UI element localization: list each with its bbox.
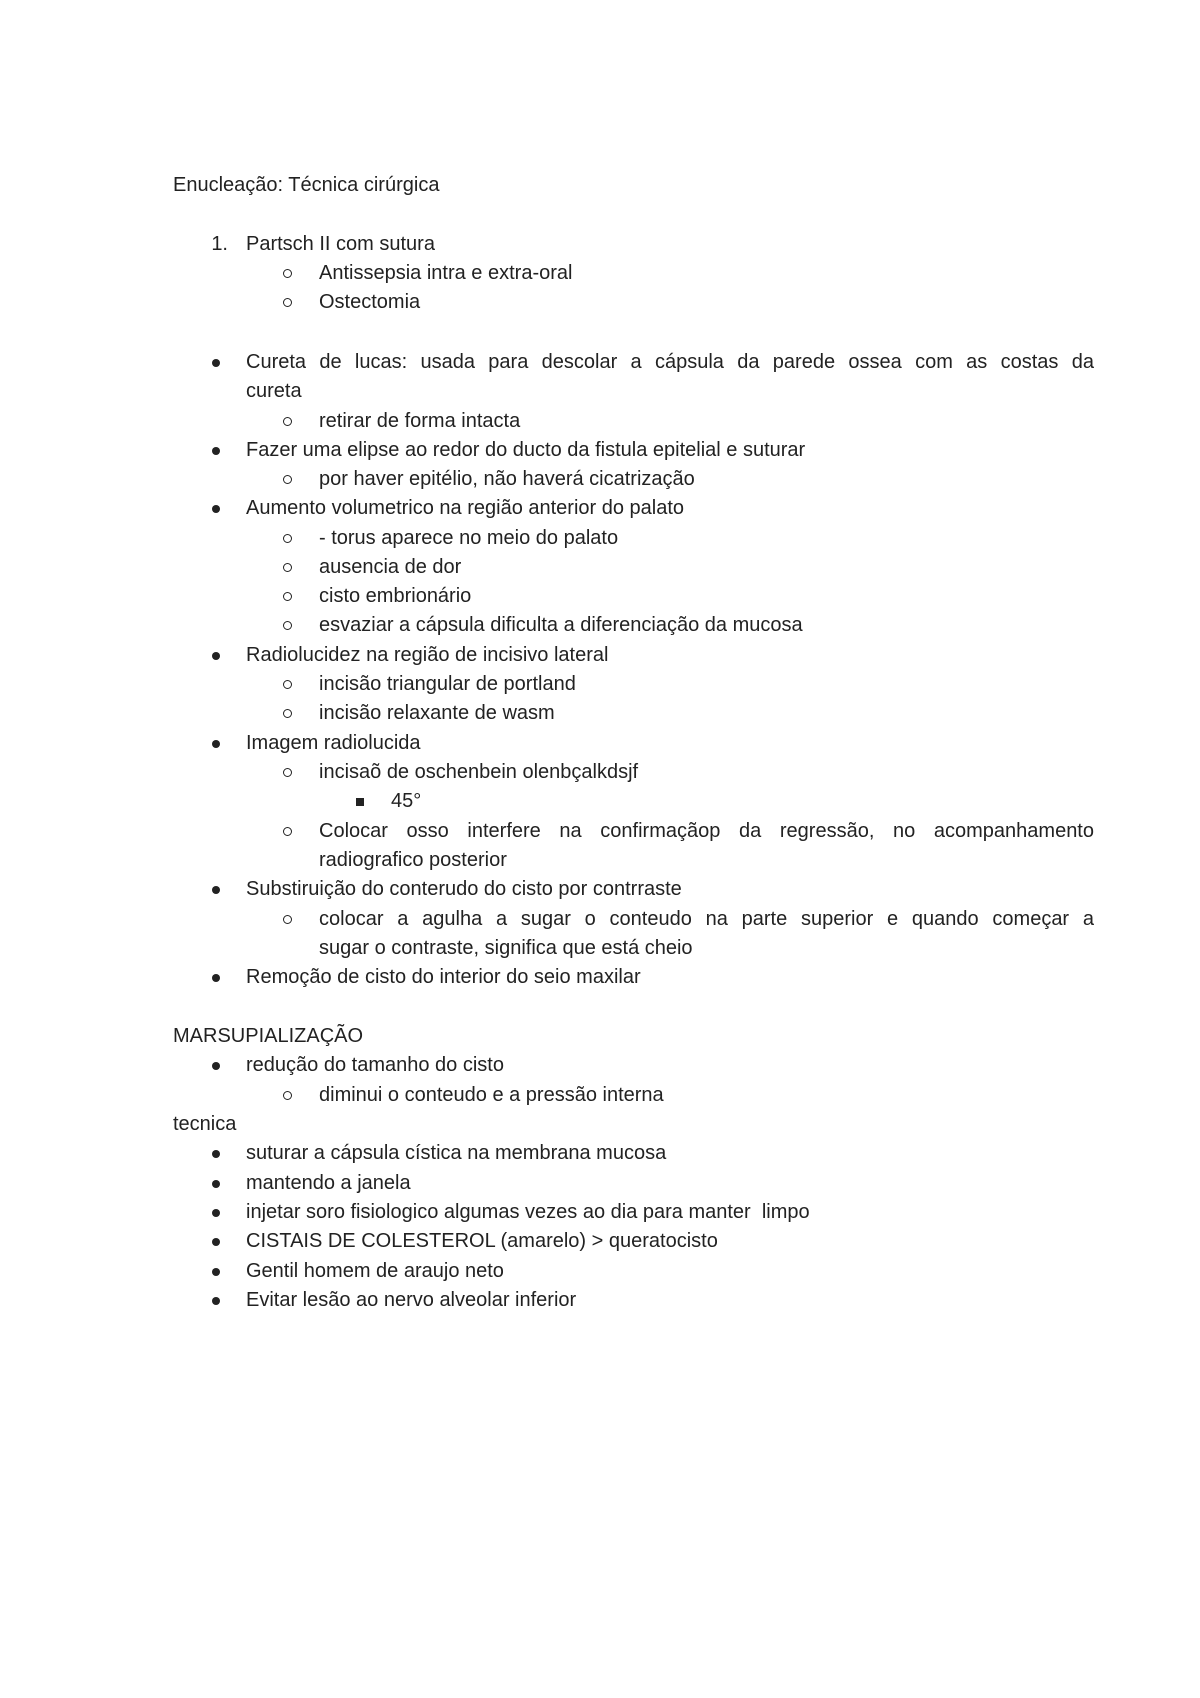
bullet-dot-icon (212, 974, 220, 982)
sub-item-text: incisão triangular de portland (319, 673, 576, 695)
sub-item-text: por haver epitélio, não haverá cicatrização (319, 468, 695, 490)
bullet-item-text: mantendo a janela (246, 1172, 411, 1194)
hollow-bullet-icon (283, 298, 292, 307)
sub-item-text: - torus aparece no meio do palato (319, 527, 619, 549)
sub-item-text: Ostectomia (319, 291, 421, 313)
hollow-bullet-icon (283, 915, 292, 924)
bullet-dot-icon (212, 652, 220, 660)
hollow-bullet-icon (283, 827, 292, 836)
bullet-item-text: Substiruição do conterudo do cisto por contrraste (246, 878, 682, 900)
bullet-dot-icon (212, 447, 220, 455)
sub-item-text: Colocar osso interfere na confirmaçãop da regressão, no acompanhamento (319, 820, 1094, 842)
sub-item-text: radiografico posterior (319, 849, 507, 871)
bullet-dot-icon (212, 886, 220, 894)
sub-item-text: cisto embrionário (319, 585, 472, 607)
hollow-bullet-icon (283, 563, 292, 572)
bullet-item-text: injetar soro fisiologico algumas vezes ao dia para manter limpo (246, 1201, 810, 1223)
bullet-dot-icon (212, 1209, 220, 1217)
hollow-bullet-icon (283, 768, 292, 777)
hollow-bullet-icon (283, 621, 292, 630)
hollow-bullet-icon (283, 269, 292, 278)
bullet-item-text: Evitar lesão ao nervo alveolar inferior (246, 1289, 577, 1311)
bullet-item-text: Aumento volumetrico na região anterior do palato (246, 497, 685, 519)
list-item-text: Partsch II com sutura (246, 233, 435, 255)
sub-item-text: retirar de forma intacta (319, 410, 521, 432)
bullet-item-text: Fazer uma elipse ao redor do ducto da fistula epitelial e suturar (246, 439, 806, 461)
bullet-item-text: Remoção de cisto do interior do seio maxilar (246, 966, 641, 988)
bullet-dot-icon (212, 1150, 220, 1158)
bullet-dot-icon (212, 359, 220, 367)
hollow-bullet-icon (283, 534, 292, 543)
sub-item-text: colocar a agulha a sugar o conteudo na parte superior e quando começar a (319, 908, 1094, 930)
bullet-item-text: Radiolucidez na região de incisivo lateral (246, 644, 609, 666)
bullet-dot-icon (212, 505, 220, 513)
square-bullet-icon (356, 798, 364, 806)
bullet-item-text: suturar a cápsula cística na membrana mucosa (246, 1142, 667, 1164)
bullet-item-text: Imagem radiolucida (246, 732, 421, 754)
sub-sub-item-text: 45° (391, 790, 422, 812)
hollow-bullet-icon (283, 475, 292, 484)
tecnica-label: tecnica (173, 1113, 237, 1135)
bullet-dot-icon (212, 1297, 220, 1305)
sub-item-text: ausencia de dor (319, 556, 462, 578)
sub-item-text: incisaõ de oschenbein olenbçalkdsjf (319, 761, 639, 783)
section-heading: MARSUPIALIZAÇÃO (173, 1025, 364, 1047)
bullet-item-text: redução do tamanho do cisto (246, 1054, 504, 1076)
sub-item-text: incisão relaxante de wasm (319, 702, 555, 724)
hollow-bullet-icon (283, 417, 292, 426)
hollow-bullet-icon (283, 592, 292, 601)
hollow-bullet-icon (283, 680, 292, 689)
bullet-dot-icon (212, 1238, 220, 1246)
sub-item-text: esvaziar a cápsula dificulta a diferenciação da mucosa (319, 614, 803, 636)
bullet-dot-icon (212, 1268, 220, 1276)
bullet-item-text: Gentil homem de araujo neto (246, 1260, 504, 1282)
sub-item-text: Antissepsia intra e extra-oral (319, 262, 573, 284)
bullet-item-text: Cureta de lucas: usada para descolar a cápsula da parede ossea com as costas da (246, 351, 1094, 373)
bullet-dot-icon (212, 740, 220, 748)
bullet-dot-icon (212, 1062, 220, 1070)
bullet-item-text: CISTAIS DE COLESTEROL (amarelo) > queratocisto (246, 1230, 718, 1252)
bullet-item-text: cureta (246, 380, 302, 402)
list-number: 1. (211, 233, 228, 255)
hollow-bullet-icon (283, 1091, 292, 1100)
hollow-bullet-icon (283, 709, 292, 718)
sub-item-text: diminui o conteudo e a pressão interna (319, 1084, 664, 1106)
sub-item-text: sugar o contraste, significa que está cheio (319, 937, 693, 959)
document-title: Enucleação: Técnica cirúrgica (173, 174, 440, 196)
bullet-dot-icon (212, 1180, 220, 1188)
